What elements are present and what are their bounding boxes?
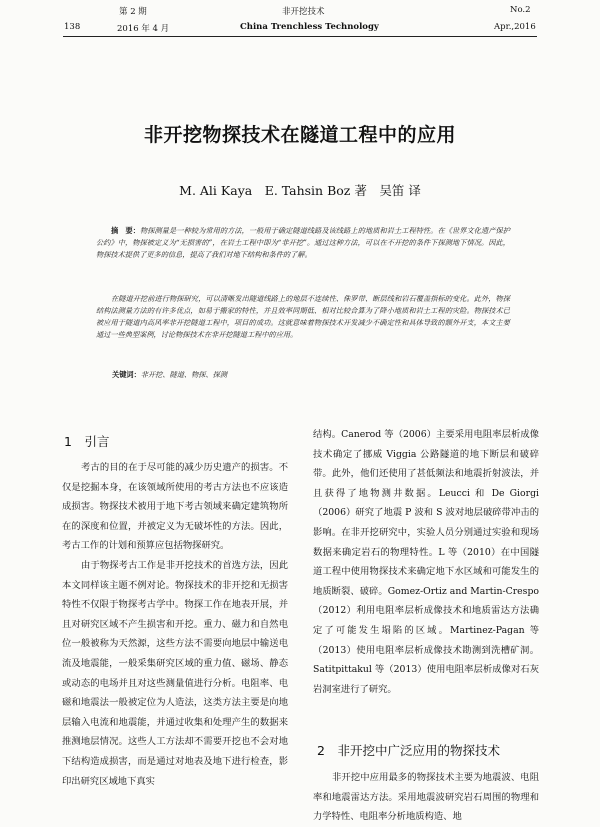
right-paragraph-2: 非开挖中应用最多的物探技术主要为地震波、电阻率和地震雷达方法。采用地震波研究岩石周围的物理和力学特性、电阻率分析地质构造、地: [313, 772, 539, 823]
abstract: [96, 225, 510, 261]
section-2-heading: 2 非开挖中广泛应用的物探技术: [317, 743, 500, 758]
header-date-en: Apr.,2016: [494, 22, 536, 32]
header-rule: [63, 36, 537, 37]
keywords-value: 非开挖、隧道、物探、探测: [140, 370, 228, 379]
article-authors: M. Ali Kaya E. Tahsin Boz 著 吴笛 译: [179, 183, 421, 198]
header-journal-en: China Trenchless Technology: [240, 22, 379, 32]
left-paragraph-1: 考古的目的在于尽可能的减少历史遗产的损害。不仅是挖掘本身，在该领域所使用的考古方法也不应该造成损害。物探技术被用于地下考古领域来确定建筑物所在的深度和位置，并被定义为无破坏性的方法。因此，考古工作的计划和预算应包括物探研究。: [62, 462, 288, 552]
left-column: [62, 458, 288, 791]
section-1-heading: 1 引言: [64, 434, 110, 449]
right-column-top: [313, 425, 539, 699]
abstract-paragraph-1: 摘 要：物探测量是一种较为常用的方法，一般用于确定隧道线路及该线路上的地质和岩土工程特性。在《世界文化遗产保护公约》中，物探被定义为“无损害的”，在岩土工程中即为“非开挖”。通过这种方法，可以在不开挖的条件下探测地下情况。因此，物探技术提供了更多的信息，提高了我们对地下结构和条件的了解。: [96, 226, 510, 259]
keywords: [112, 370, 227, 380]
right-column-bottom: [313, 768, 539, 827]
abstract-paragraph-2: 在隧道开挖前进行物探研究，可以清晰发出隧道线路上的地层不连续性、侏罗带、断层线和岩石覆盖指标的变化。此外，物探结构法测量方法的有许多优点，如易于搬家的特性，并且效率同期低、相对比较合算为了降小地质和岩土工程的灾险。物探技术已被应用于隧道内高风率非开挖隧道工程中，项目的成功。这就意味着物探技术开发减少不确定性和具体导致的额外开支，本文主要通过一些典型案例，讨论物探技术在非开挖隧道工程中的应用。: [96, 294, 510, 339]
keywords-label: 关键词：: [112, 370, 141, 379]
abstract-label: 摘 要：: [111, 226, 141, 235]
left-paragraph-2: 由于物探考古工作是非开挖技术的首选方法，因此本文同样该主题不例对论。物探技术的非开挖和无损害特性不仅限于物探考古学中。物探工作在地表开展，并且对研究区域不产生损害和开挖。重力、磁力和自然电位一般被称为天然源，这些方法不需要向地层中输送电流及地震能，一般采集研究区域的重力值、磁场、静态或动态的电场并且对这些测量值进行分析。电阻率、电磁和地震法一般被定位为人造法，这类方法主要是向地层输入电流和地震能，并通过收集和处理产生的数据来推测地层情况。这些人工方法却不需要开挖也不会对地下结构造成损害，而是通过对地表及地下进行检查，影印出研究区域地下真实: [62, 559, 288, 787]
header-date-cn: 2016 年 4 月: [117, 24, 170, 34]
header-page-number: 138: [64, 22, 81, 32]
article-title: 非开挖物探技术在隧道工程中的应用: [143, 124, 456, 146]
header-issue-cn: 第 2 期: [119, 7, 147, 17]
abstract-2: [96, 293, 510, 341]
header-journal-cn: 非开挖技术: [282, 7, 325, 17]
header-issue-en: No.2: [510, 5, 531, 15]
right-paragraph-1: 结构。Canerod 等（2006）主要采用电阻率层析成像技术确定了挪威 Viggia 公路隧道的地下断层和破碎带。此外，他们还使用了甚低频法和地震折射波法，并且获得了地物测井数据。Leucci 和 De Giorgi（2006）研究了地震 P 波和 S 波对地层破碎带冲击的影响。在非开挖研究中，实验人员分别通过实验和现场数据来确定岩石的物理特性。L 等（2010）在中国隧道工程中使用物探技术来确定地下水区域和可能发生的地质断裂、破碎。Gomez-Ortiz and Martin-Crespo（2012）利用电阻率层析成像技术和地质雷达方法确定了可能发生塌陷的区域。Martinez-Pagan 等（2013）使用电阻率层析成像技术勘测到洗槽矿洞。Satitpittakul 等（2013）使用电阻率层析成像对石灰岩洞室进行了研究。: [313, 429, 539, 695]
